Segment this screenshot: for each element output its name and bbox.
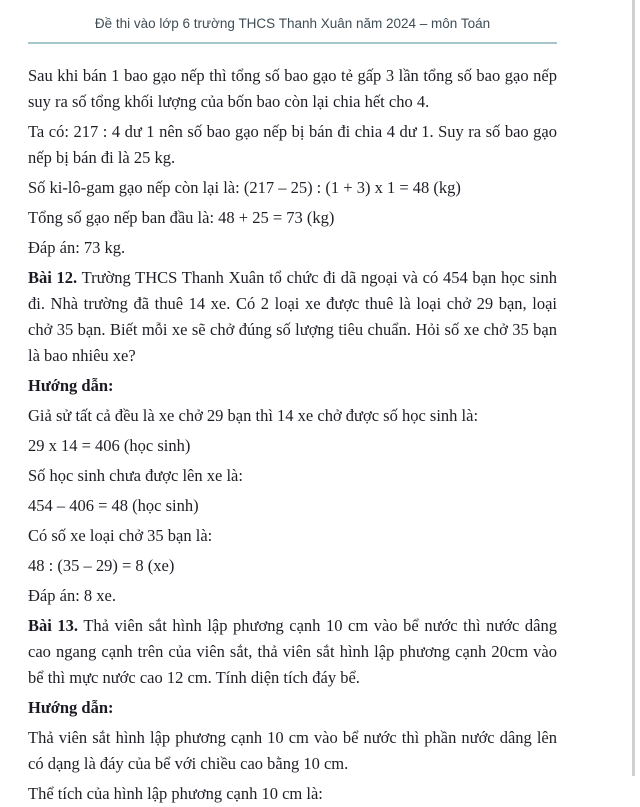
problem-13-statement [28,613,557,691]
problem-12-statement [28,265,557,369]
paragraph-text: Thể tích của hình lập phương cạnh 10 cm là: [28,784,323,803]
paragraph-text: Đáp án: 8 xe. [28,586,116,605]
calculation-line [28,433,557,459]
paragraph-text: Có số xe loại chở 35 bạn là: [28,526,213,545]
paragraph [28,63,557,115]
paragraph-text: Ta có: 217 : 4 dư 1 nên số bao gạo nếp bị bán đi chia 4 dư 1. Suy ra số bao gạo nếp bị bán đi là 25 kg. [28,122,557,167]
calculation-line [28,553,557,579]
paragraph [28,205,557,231]
paragraph [28,175,557,201]
paragraph [28,725,557,777]
solution-heading-label: Hướng dẫn: [28,376,114,395]
answer-line [28,235,557,261]
document-header-title: Đề thi vào lớp 6 trường THCS Thanh Xuân năm 2024 – môn Toán [94,16,491,31]
paragraph-text: 48 : (35 – 29) = 8 (xe) [28,556,175,575]
paragraph-text: Sau khi bán 1 bao gạo nếp thì tổng số bao gạo tẻ gấp 3 lần tổng số bao gạo nếp suy ra số tổng khối lượng của bốn bao còn lại chia hết cho 4. [28,66,557,111]
paragraph [28,781,557,807]
answer-line [28,583,557,609]
solution-heading-label: Hướng dẫn: [28,698,114,717]
page-right-border [632,0,635,776]
paragraph-text: 29 x 14 = 406 (học sinh) [28,436,191,455]
paragraph-text: 454 – 406 = 48 (học sinh) [28,496,199,515]
paragraph-text: Số ki-lô-gam gạo nếp còn lại là: (217 – 25) : (1 + 3) x 1 = 48 (kg) [28,178,461,197]
problem-number-label: Bài 13. [28,616,79,635]
problem-number-label: Bài 12. [28,268,78,287]
paragraph-text: Tổng số gạo nếp ban đầu là: 48 + 25 = 73 (kg) [28,208,335,227]
paragraph-text: Đáp án: 73 kg. [28,238,126,257]
paragraph-text: Thả viên sắt hình lập phương cạnh 10 cm vào bể nước thì phần nước dâng lên có dạng là đáy của bể với chiều cao bằng 10 cm. [28,728,557,773]
paragraph [28,463,557,489]
paragraph [28,403,557,429]
paragraph [28,119,557,171]
solution-heading [28,695,557,721]
solution-heading [28,373,557,399]
document-body [28,63,557,807]
paragraph [28,523,557,549]
calculation-line [28,493,557,519]
paragraph-text: Thả viên sắt hình lập phương cạnh 10 cm vào bể nước thì nước dâng cao ngang cạnh trên của viên sắt, thả viên sắt hình lập phương cạnh 20cm vào bể thì mực nước cao 12 cm. Tính diện tích đáy bể. [28,616,558,687]
header-divider-rule [28,42,557,44]
paragraph-text: Trường THCS Thanh Xuân tổ chức đi dã ngoại và có 454 bạn học sinh đi. Nhà trường đã thuê 14 xe. Có 2 loại xe được thuê là loại chở 29 bạn, loại chở 35 bạn. Biết mỗi xe sẽ chở đúng số lượng tiêu chuẩn. Hỏi số xe chở 35 bạn là bao nhiêu xe? [28,268,558,365]
paragraph-text: Số học sinh chưa được lên xe là: [28,466,243,485]
paragraph-text: Giả sử tất cả đều là xe chở 29 bạn thì 14 xe chở được số học sinh là: [28,406,479,425]
